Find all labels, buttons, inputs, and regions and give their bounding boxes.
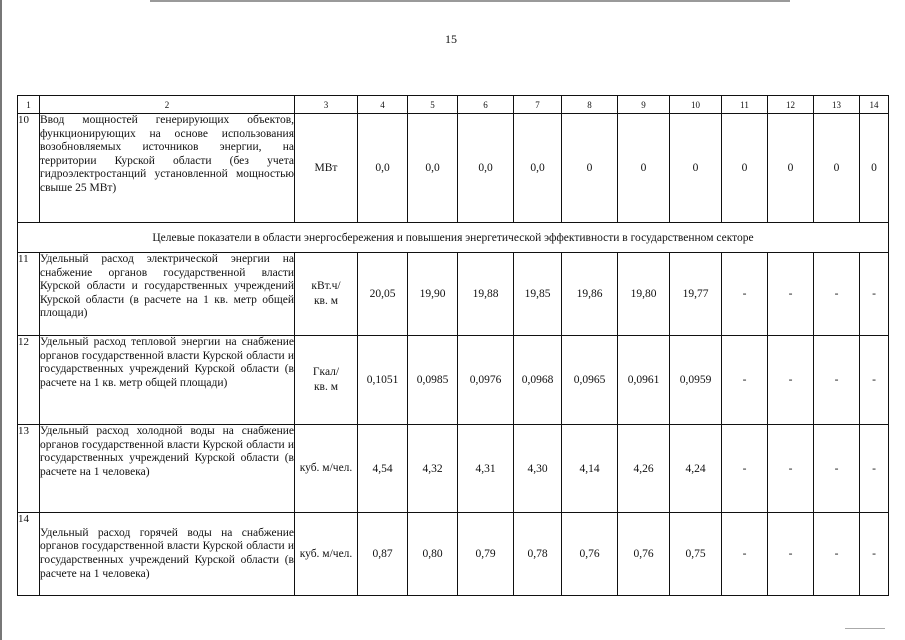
value-cell: -	[722, 336, 768, 425]
value-cell: 0,0	[358, 114, 408, 223]
indicators-table	[17, 95, 889, 596]
value-cell: 0,0976	[458, 336, 514, 425]
value-cell: 0,0965	[562, 336, 618, 425]
value-cell: 0,76	[562, 513, 618, 596]
value-cell: 4,32	[408, 425, 458, 513]
column-number: 13	[814, 96, 860, 114]
indicator-name: Удельный расход тепловой энергии на снабжение органов государственной власти Курской области и государственных учреждений Курской области (в расчете на 1 кв. метр общей площади)	[40, 336, 295, 425]
value-cell: 0,0	[408, 114, 458, 223]
value-cell: -	[768, 336, 814, 425]
value-cell: 0	[618, 114, 670, 223]
column-number: 9	[618, 96, 670, 114]
column-number: 11	[722, 96, 768, 114]
value-cell: 4,30	[514, 425, 562, 513]
value-cell: 0	[722, 114, 768, 223]
page-number: 15	[445, 32, 457, 46]
column-number: 10	[670, 96, 722, 114]
scan-top-line	[150, 0, 790, 2]
table-row	[18, 114, 889, 223]
value-cell: 4,14	[562, 425, 618, 513]
section-title: Целевые показатели в области энергосбережения и повышения энергетической эффективности в государственном секторе	[18, 223, 889, 253]
value-cell: 0,78	[514, 513, 562, 596]
value-cell: 0	[814, 114, 860, 223]
column-number: 5	[408, 96, 458, 114]
value-cell: 19,85	[514, 253, 562, 336]
column-number: 6	[458, 96, 514, 114]
value-cell: 0	[670, 114, 722, 223]
scan-corner-mark	[845, 628, 885, 629]
row-number: 11	[18, 253, 40, 336]
value-cell: -	[814, 425, 860, 513]
column-number: 3	[295, 96, 358, 114]
value-cell: 0	[562, 114, 618, 223]
value-cell: -	[768, 513, 814, 596]
unit-cell	[295, 336, 358, 425]
value-cell: 4,54	[358, 425, 408, 513]
value-cell: -	[860, 513, 889, 596]
value-cell: 0,76	[618, 513, 670, 596]
value-cell: 0,75	[670, 513, 722, 596]
value-cell: -	[860, 253, 889, 336]
table-row	[18, 253, 889, 336]
unit-cell: куб. м/чел.	[295, 513, 358, 596]
unit-line: кВт.ч/	[311, 280, 341, 293]
value-cell: -	[722, 253, 768, 336]
table-row	[18, 513, 889, 596]
value-cell: 0	[768, 114, 814, 223]
value-cell: 0,80	[408, 513, 458, 596]
scan-left-edge	[0, 0, 2, 640]
value-cell: 0,1051	[358, 336, 408, 425]
value-cell: 0,0985	[408, 336, 458, 425]
unit-line: Гкал/	[312, 366, 340, 379]
value-cell: -	[722, 425, 768, 513]
value-cell: 0,0961	[618, 336, 670, 425]
indicator-name: Удельный расход холодной воды на снабжение органов государственной власти Курской области и государственных учреждений Курской области (в расчете на 1 человека)	[40, 425, 295, 513]
table-row	[18, 425, 889, 513]
indicator-name: Удельный расход горячей воды на снабжение органов государственной власти Курской области и государственных учреждений Курской области (в расчете на 1 человека)	[40, 513, 295, 596]
table-header-row	[18, 96, 889, 114]
value-cell: 19,86	[562, 253, 618, 336]
row-number: 10	[18, 114, 40, 223]
table-row	[18, 336, 889, 425]
section-header-row	[18, 223, 889, 253]
value-cell: 0,0	[458, 114, 514, 223]
value-cell: 19,88	[458, 253, 514, 336]
indicator-name: Ввод мощностей генерирующих объектов, функционирующих на основе использования возобновляемых источников энергии, на территории Курской области (без учета гидроэлектростанций установленной мощностью свыше 25 МВт)	[40, 114, 295, 223]
value-cell: 0,79	[458, 513, 514, 596]
value-cell: -	[722, 513, 768, 596]
column-number: 1	[18, 96, 40, 114]
value-cell: -	[860, 425, 889, 513]
value-cell: -	[814, 336, 860, 425]
unit-cell: МВт	[295, 114, 358, 223]
value-cell: 20,05	[358, 253, 408, 336]
value-cell: 0,0	[514, 114, 562, 223]
unit-line: кв. м	[313, 381, 339, 393]
unit-cell	[295, 253, 358, 336]
value-cell: 19,90	[408, 253, 458, 336]
column-number: 14	[860, 96, 889, 114]
column-number: 2	[40, 96, 295, 114]
row-number: 14	[18, 513, 40, 596]
value-cell: -	[814, 253, 860, 336]
indicator-name: Удельный расход электрической энергии на снабжение органов государственной власти Курской области и государственных учреждений Курской области (в расчете на 1 кв. метр общей площади)	[40, 253, 295, 336]
value-cell: 4,26	[618, 425, 670, 513]
row-number: 12	[18, 336, 40, 425]
value-cell: 0,0959	[670, 336, 722, 425]
value-cell: 0,87	[358, 513, 408, 596]
value-cell: 19,77	[670, 253, 722, 336]
unit-line: кв. м	[313, 295, 339, 307]
value-cell: 4,31	[458, 425, 514, 513]
column-number: 8	[562, 96, 618, 114]
column-number: 12	[768, 96, 814, 114]
column-number: 7	[514, 96, 562, 114]
value-cell: -	[768, 253, 814, 336]
value-cell: 0,0968	[514, 336, 562, 425]
unit-cell: куб. м/чел.	[295, 425, 358, 513]
value-cell: 4,24	[670, 425, 722, 513]
value-cell: -	[768, 425, 814, 513]
value-cell: -	[860, 336, 889, 425]
value-cell: 19,80	[618, 253, 670, 336]
value-cell: -	[814, 513, 860, 596]
row-number: 13	[18, 425, 40, 513]
column-number: 4	[358, 96, 408, 114]
value-cell: 0	[860, 114, 889, 223]
